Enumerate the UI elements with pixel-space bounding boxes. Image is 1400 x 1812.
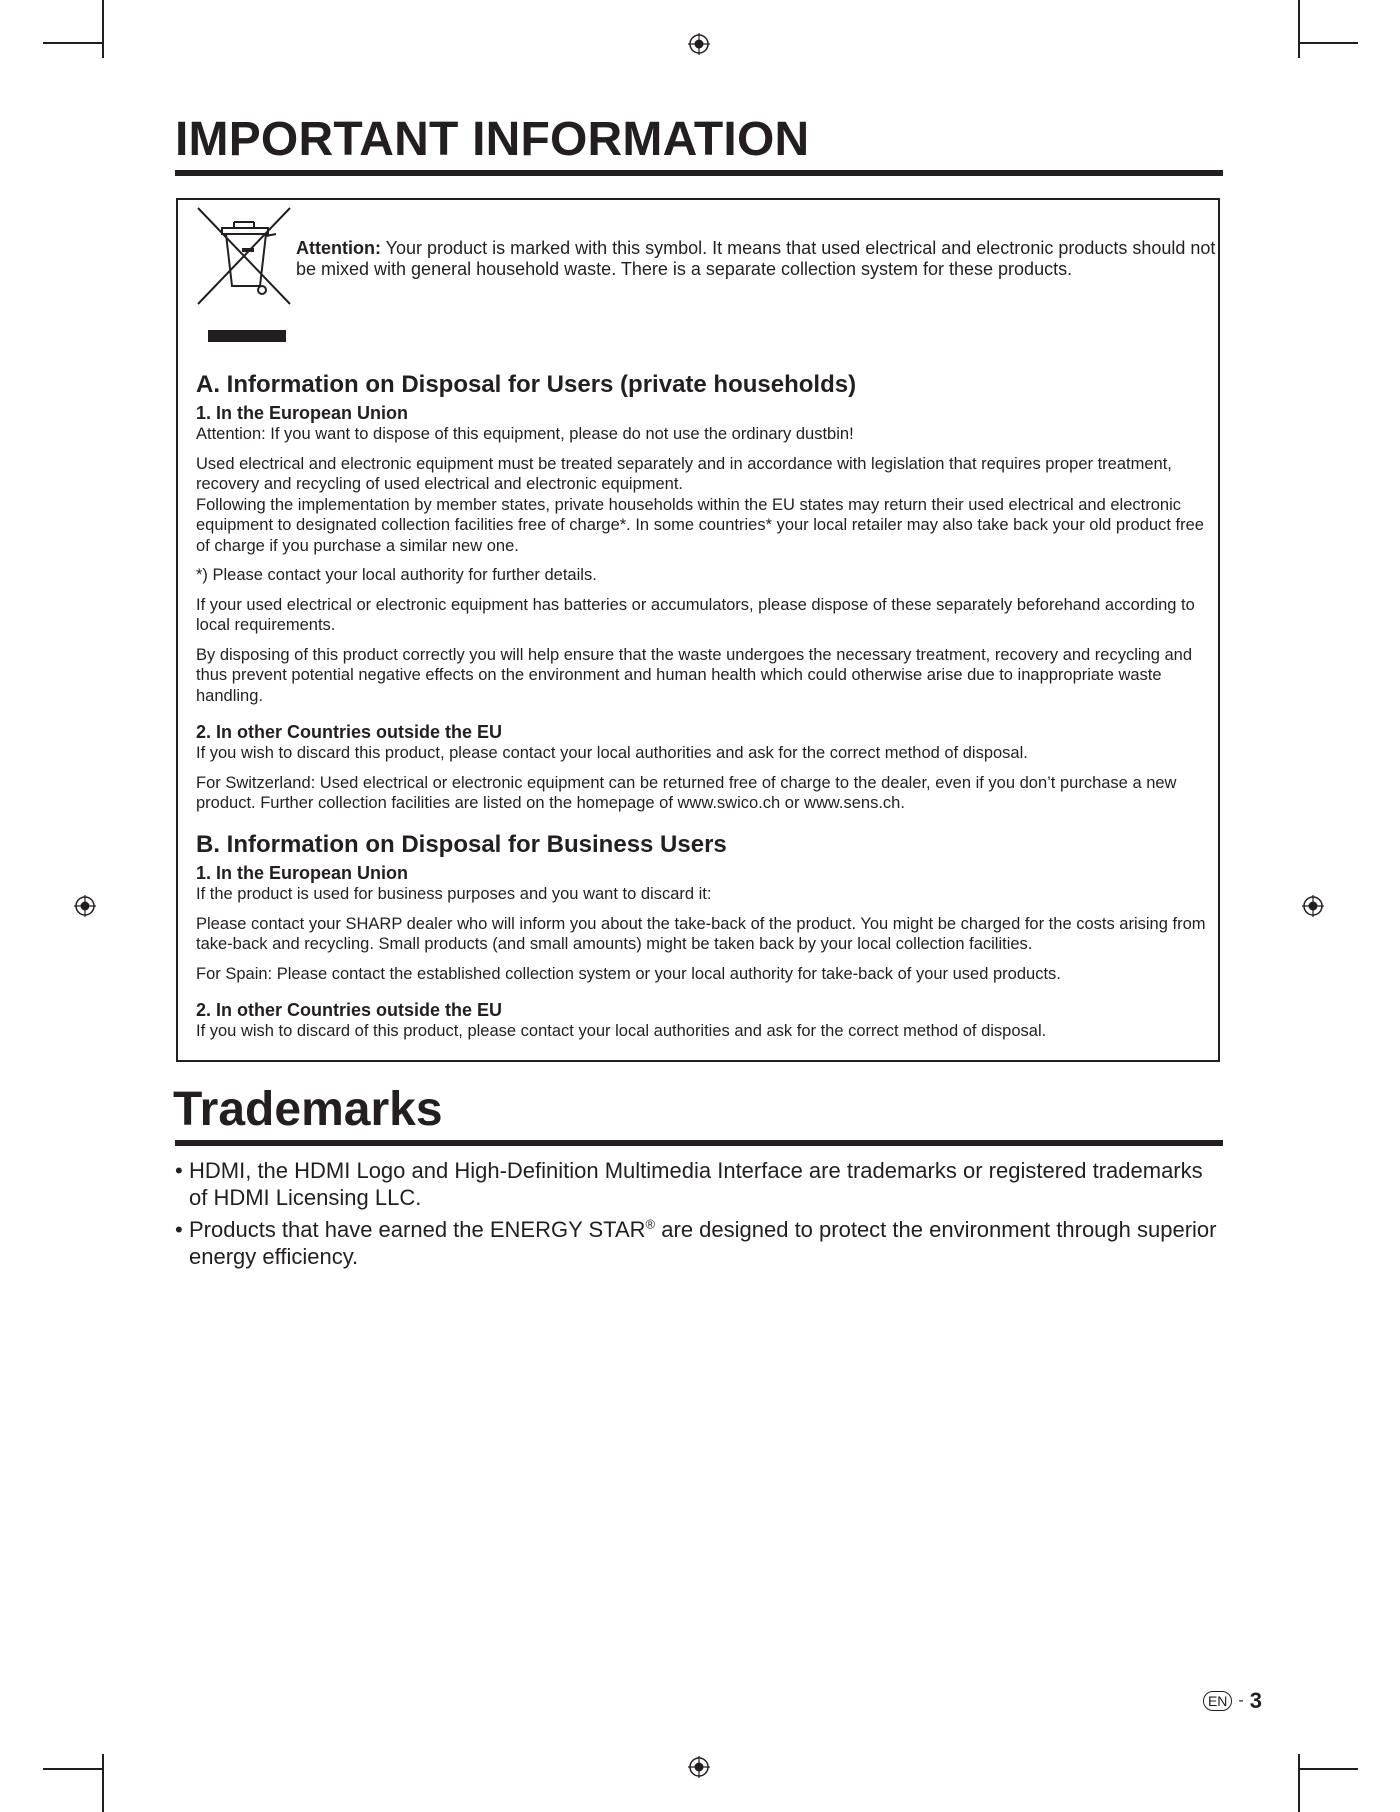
trademark-text-post: are designed to protect the environment through superior energy efficiency. (189, 1217, 1217, 1269)
section-a-heading: A. Information on Disposal for Users (private households) (196, 371, 857, 398)
trademark-text: HDMI, the HDMI Logo and High-Definition Multimedia Interface are trademarks or registered trademarks of HDMI Licensing LLC. (189, 1158, 1203, 1210)
trademarks-title: Trademarks (173, 1083, 443, 1136)
paragraph: *) Please contact your local authority for further details. (196, 566, 597, 584)
registration-mark-icon (688, 33, 710, 55)
section-a-other-heading: 2. In other Countries outside the EU (196, 722, 503, 742)
paragraph: Attention: If you want to dispose of this equipment, please do not use the ordinary dustbin! (196, 425, 854, 443)
bullet: • (175, 1217, 183, 1242)
page-number (1203, 1688, 1262, 1714)
title-rule (175, 170, 1223, 176)
disposal-info-box (176, 198, 1220, 1062)
section-b (196, 830, 1206, 1051)
language-badge: EN (1203, 1691, 1232, 1711)
attention-text: Your product is marked with this symbol. It means that used electrical and electronic products should not be mixed with general household waste. There is a separate collection system for these products. (296, 238, 1216, 279)
section-b-heading: B. Information on Disposal for Business Users (196, 831, 727, 858)
paragraph: Please contact your SHARP dealer who will inform you about the take-back of the product. You might be charged for the costs arising from take-back and recycling. Small products (and small amounts) might be taken back by your local collection facilities. (196, 914, 1206, 953)
section-b-eu-heading: 1. In the European Union (196, 863, 409, 883)
attention-note (296, 238, 1216, 280)
trademarks-rule (175, 1140, 1223, 1146)
paragraph: By disposing of this product correctly you will help ensure that the waste undergoes the necessary treatment, recovery and recycling and thus prevent potential negative effects on the environment and human health which could otherwise arise due to inappropriate waste handling. (196, 645, 1193, 705)
page-title: IMPORTANT INFORMATION (175, 113, 810, 166)
attention-label: Attention: (296, 238, 381, 258)
paragraph: For Switzerland: Used electrical or electronic equipment can be returned free of charge to the dealer, even if you don’t purchase a new product. Further collection facilities are listed on the homepage of www.swico.ch or www.sens.ch. (196, 773, 1177, 812)
section-b-other-heading: 2. In other Countries outside the EU (196, 1000, 503, 1020)
section-a-eu-heading: 1. In the European Union (196, 403, 409, 423)
page-separator: - (1238, 1692, 1244, 1709)
trademark-text-pre: Products that have earned the ENERGY STAR (189, 1217, 646, 1242)
registration-mark-icon (688, 1756, 710, 1778)
registered-mark: ® (645, 1216, 656, 1232)
paragraph: For Spain: Please contact the established collection system or your local authority for take-back of your used products. (196, 964, 1061, 983)
paragraph: If you wish to discard this product, please contact your local authorities and ask for the correct method of disposal. (196, 744, 1028, 762)
paragraph: If you wish to discard of this product, please contact your local authorities and ask for the correct method of disposal. (196, 1022, 1047, 1040)
paragraph: Used electrical and electronic equipment must be treated separately and in accordance with legislation that requires proper treatment, recovery and recycling of used electrical and electronic equipment. (196, 454, 1172, 493)
paragraph: Following the implementation by member states, private households within the EU states may return their used electrical and electronic equipment to designated collection facilities free of charge*. In some countries* your local retailer may also take back your old product free of charge if you purchase a similar new one. (196, 495, 1204, 555)
paragraph: If your used electrical or electronic equipment has batteries or accumulators, please dispose of these separately beforehand according to local requirements. (196, 595, 1195, 634)
registration-mark-icon (74, 895, 96, 917)
crossed-out-wheelie-bin-icon (196, 206, 300, 342)
list-item (175, 1158, 1223, 1211)
bullet: • (175, 1158, 183, 1183)
page-number-value: 3 (1249, 1688, 1262, 1713)
list-item (175, 1217, 1223, 1270)
trademarks-list (175, 1158, 1223, 1270)
paragraph: If the product is used for business purposes and you want to discard it: (196, 885, 712, 903)
section-a (196, 370, 1206, 823)
registration-mark-icon (1302, 895, 1324, 917)
